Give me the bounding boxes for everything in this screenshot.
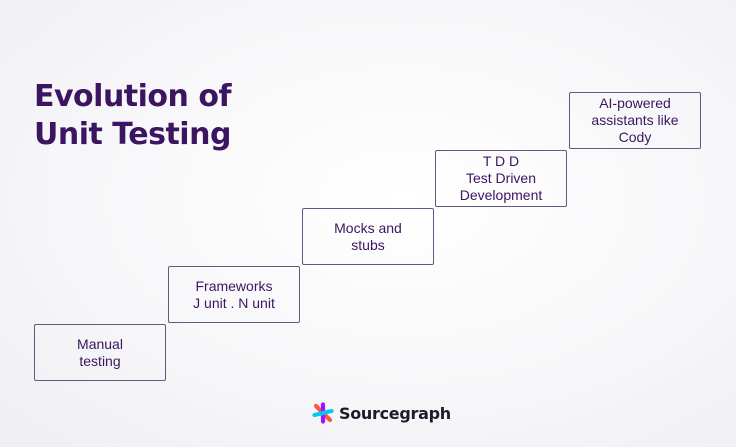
step-label-line: AI-powered	[599, 95, 671, 111]
step-label-line: assistants like	[591, 112, 679, 128]
step-label-line: Development	[459, 187, 543, 203]
diagram-title	[34, 78, 231, 154]
step-label-line: testing	[79, 352, 121, 369]
title-line-1: Evolution of	[34, 79, 231, 114]
brand-name: Sourcegraph	[339, 403, 451, 423]
step-label-line: Cody	[618, 129, 652, 145]
step-label-line: Test Driven	[465, 170, 537, 186]
brand-footer	[312, 402, 451, 424]
step-label-line: T D D	[482, 153, 520, 169]
step-label-line: Manual	[77, 335, 123, 352]
step-manual-testing	[34, 324, 166, 381]
step-label-line: Frameworks	[195, 277, 273, 294]
step-label-line: stubs	[351, 236, 385, 253]
step-ai-assistants	[569, 92, 701, 149]
step-label-line: Mocks and	[334, 219, 402, 236]
logo-stroke-cyan	[315, 411, 332, 415]
step-label-line: J unit . N unit	[193, 294, 275, 311]
title-line-2: Unit Testing	[34, 117, 231, 152]
step-mocks-and-stubs	[302, 208, 434, 265]
sourcegraph-logo-icon	[312, 402, 334, 424]
step-frameworks	[168, 266, 300, 323]
step-tdd	[435, 150, 567, 207]
